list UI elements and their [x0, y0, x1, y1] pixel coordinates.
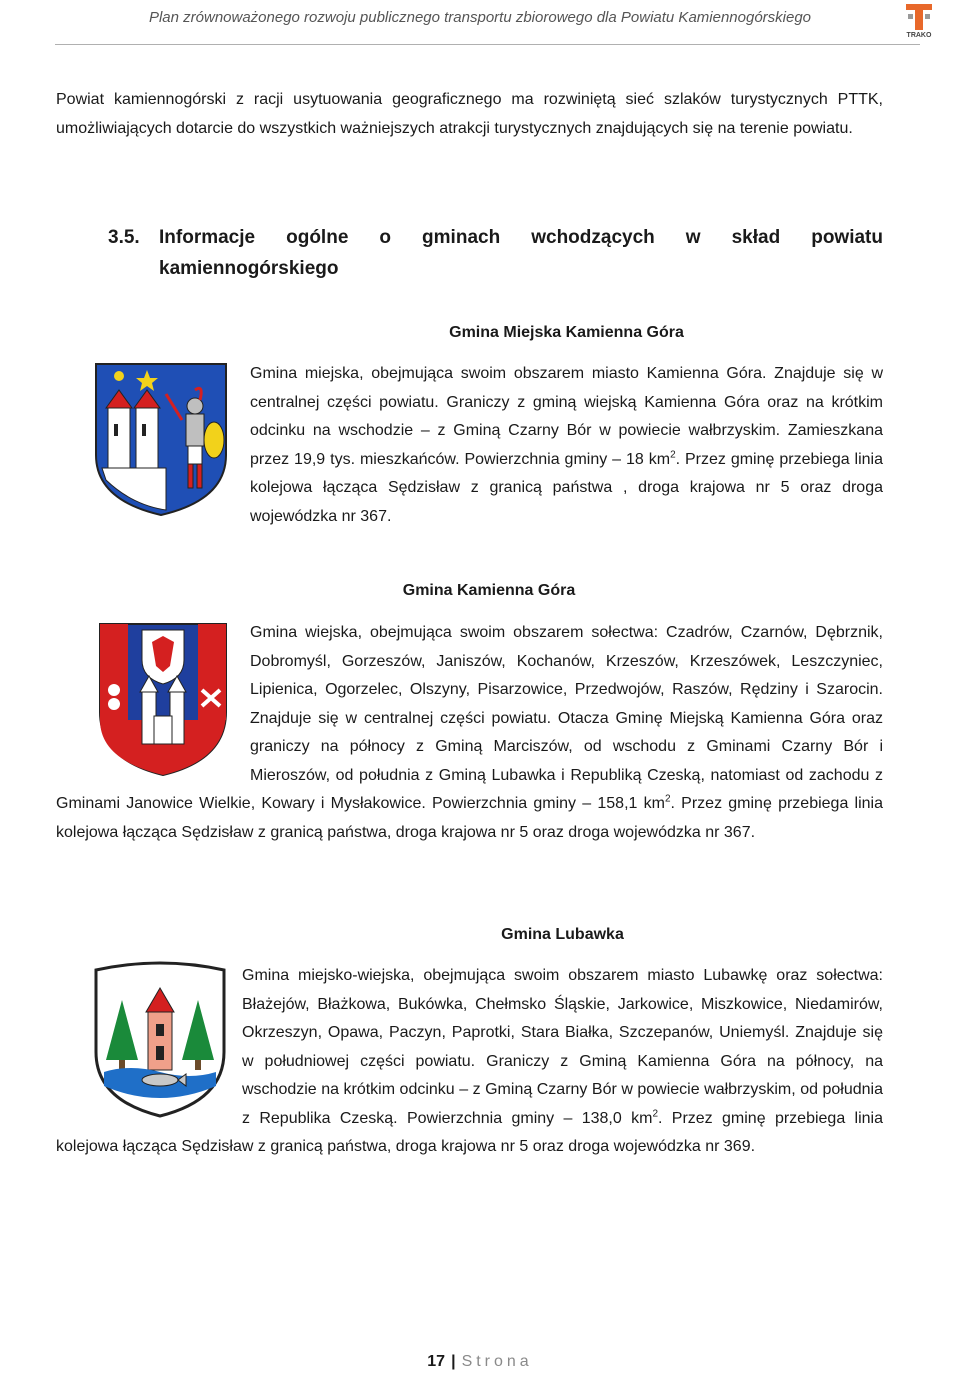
logo-label: TRAKO	[906, 32, 932, 39]
gmina-kamienna-heading: Gmina Kamienna Góra	[402, 582, 576, 599]
crest-text-wrap	[56, 619, 250, 790]
gmina-miejska-description	[250, 360, 883, 531]
page-footer	[0, 1353, 960, 1371]
page-number: 17	[427, 1353, 446, 1370]
gmina-kamienna-text: Gmina wiejska, obejmująca swoim obszarem sołectwa: Czadrów, Czarnów, Dębrznik, Dobromyśl, Gorzeszów, Janiszów, Kochanów, Krzeszów, Krzeszówek, Leszczyniec, Lipienica, Ogorzelec, Olszyny, Pisarzowice, Przedwojów, Raszów, Rędziny i Szarocin. Znajduje się w centralnej części powiatu. Otacza Gminę Miejską Kamienna Góra oraz graniczy na północy z Gminą Marciszów, od wschodu z Gminami Czarny Bór i Mieroszów, od południa z Gminą Lubawka i Republiką Czeską, natomiast od zachodu z Gminami Janowice Wielkie, Kowary i Mysłakowice. Powierzchnia gminy – 158,1 km	[56, 624, 883, 812]
gmina-kamienna-description	[56, 619, 883, 847]
trako-logo-icon	[902, 2, 936, 32]
section-title-line-1: Informacje ogólne o gminach wchodzących w skład powiatu	[159, 227, 883, 248]
gmina-kamienna-area-unit-exponent: 2	[664, 793, 671, 805]
trako-logo	[902, 2, 936, 42]
section-title-line-2: kamiennogórskiego	[159, 258, 339, 279]
gmina-lubawka-description	[56, 962, 883, 1162]
crest-text-wrap	[56, 962, 242, 1133]
gmina-miejska-heading: Gmina Miejska Kamienna Góra	[449, 324, 684, 341]
footer-separator: |	[451, 1353, 456, 1370]
header-divider	[55, 44, 920, 45]
page-header	[0, 0, 960, 50]
gmina-lubawka-heading: Gmina Lubawka	[501, 926, 624, 943]
gmina-lubawka-text-continued: . Przez gminę przebiega linia kolejowa łącząca Sędzisław z granicą państwa, droga krajowa nr 5 oraz droga wojewódzka nr 369.	[56, 1109, 884, 1155]
section-heading	[108, 222, 883, 284]
gmina-miejska-area-unit-exponent: 2	[670, 449, 676, 461]
gmina-kamienna-text-continued: . Przez gminę przebiega linia kolejowa łącząca Sędzisław z granicą państwa, droga krajowa nr 5 oraz droga wojewódzka nr 367.	[56, 795, 884, 841]
gmina-lubawka-text: Gmina miejsko-wiejska, obejmująca swoim obszarem miasto Lubawkę oraz sołectwa: Błażejów, Błażkowa, Bukówka, Chełmsko Śląskie, Jarkowice, Miszkowice, Niedamirów, Okrzeszyn, Opawa, Paczyn, Paprotki, Stara Białka, Szczepanów, Uniemyśl. Znajduje się w południowej części powiatu. Graniczy z Gminą Kamienna Góra na północy, na wschodzie na krótkim odcinku – z Gminą Czarny Bór w powiecie wałbrzyskim, od południa z Republika Czeską. Powierzchnia gminy – 138,0 km	[242, 967, 883, 1127]
document-title: Plan zrównoważonego rozwoju publicznego transportu zbiorowego dla Powiatu Kamiennogórskiego	[148, 9, 812, 26]
gmina-lubawka-area-unit-exponent: 2	[652, 1108, 658, 1120]
page-label: Strona	[461, 1353, 533, 1370]
gmina-miejska-text: Gmina miejska, obejmująca swoim obszarem miasto Kamienna Góra. Znajduje się w centralnej części powiatu. Graniczy z gminą wiejską Kamienna Góra oraz na krótkim odcinku na wschodzie – z Gminą Czarny Bór w powiecie wałbrzyskim. Zamieszkana przez 19,9 tys. mieszkańców. Powierzchnia gminy – 18 km	[250, 365, 883, 468]
intro-paragraph: Powiat kamiennogórski z racji usytuowania geograficznego ma rozwiniętą sieć szlaków turystycznych PTTK, umożliwiających dotarcie do wszystkich ważniejszych atrakcji turystycznych znajdujących się na terenie powiatu.	[56, 91, 883, 137]
kamienna-gora-town-crest-icon	[92, 360, 230, 518]
section-number: 3.5.	[108, 227, 140, 248]
gmina-miejska-text-continued: . Przez gminę przebiega linia kolejowa łącząca Sędzisław z granicą państwa , droga krajowa nr 5 oraz droga wojewódzka nr 367.	[250, 450, 884, 525]
